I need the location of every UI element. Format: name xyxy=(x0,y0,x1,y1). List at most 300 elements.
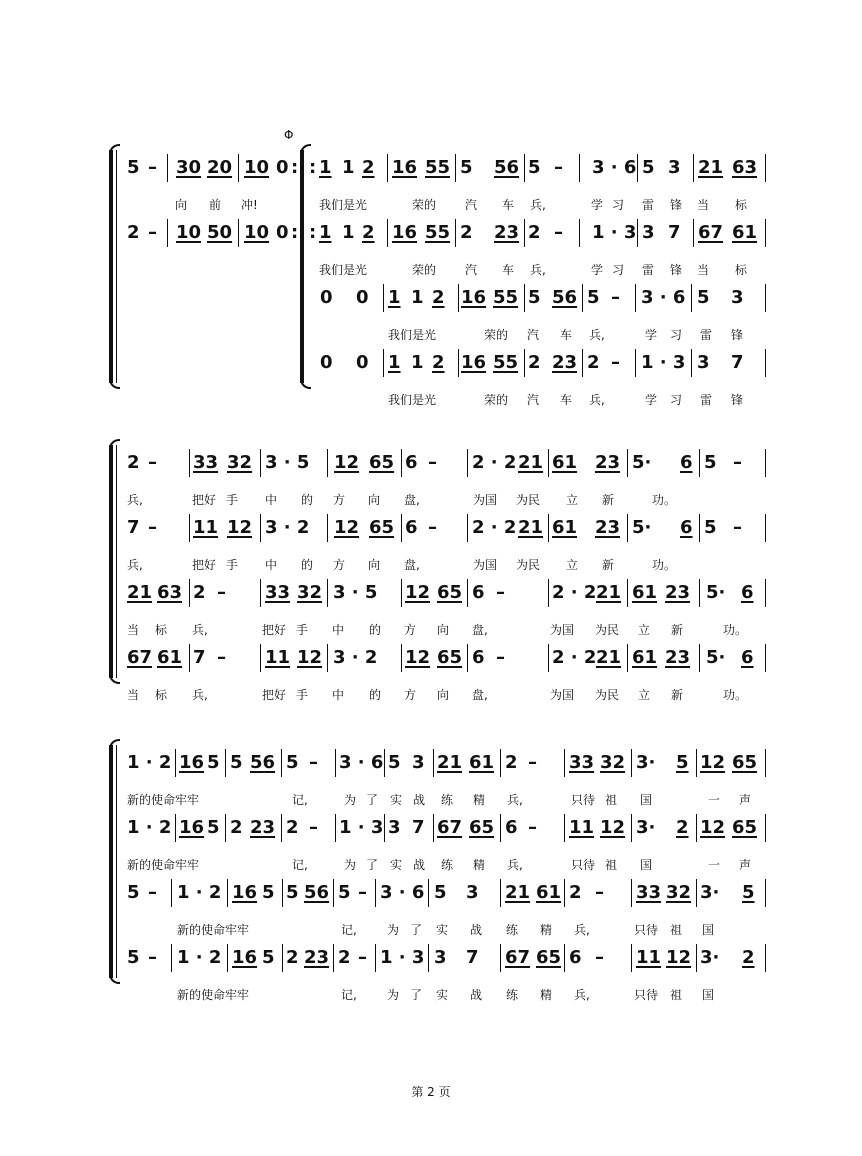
note-token: – xyxy=(309,817,318,838)
note-token: 3· xyxy=(700,947,720,968)
note-token: 1 · 2 xyxy=(177,947,222,968)
barline xyxy=(167,219,168,247)
lyric-line xyxy=(0,792,862,810)
lyric-syllable: 荣的 xyxy=(484,328,509,342)
lyric-syllable: 兵, xyxy=(127,493,143,507)
note-token: 20 xyxy=(207,157,233,178)
lyric-syllable: 为国 xyxy=(473,493,498,507)
note-token: 2 xyxy=(569,882,582,903)
note-token: – xyxy=(148,882,157,903)
lyric-syllable: 声 xyxy=(739,793,752,807)
notation-line xyxy=(0,221,862,247)
lyric-syllable: 只待 xyxy=(634,923,659,937)
page-number: 第 2 页 xyxy=(411,1085,451,1099)
barline xyxy=(428,879,429,907)
lyric-syllable: 为国 xyxy=(550,688,575,702)
lyric-syllable: 我们是光 xyxy=(319,198,368,212)
note-token: 5 xyxy=(528,157,541,178)
note-token: 23 xyxy=(665,582,691,603)
barline xyxy=(765,749,766,777)
barline xyxy=(375,944,376,972)
note-token: 32 xyxy=(600,752,626,773)
lyric-syllable: 学 xyxy=(645,328,658,342)
note-token: 32 xyxy=(297,582,323,603)
lyric-syllable: 记, xyxy=(292,858,308,872)
barline xyxy=(467,644,468,672)
repeat-sign: : xyxy=(309,157,317,178)
barline xyxy=(189,579,190,607)
note-token: 5 xyxy=(460,157,473,178)
note-token: 61 xyxy=(632,647,658,668)
note-token: 5 xyxy=(127,157,140,178)
barline xyxy=(765,219,766,247)
note-token: – xyxy=(611,287,620,308)
note-token: 0 xyxy=(320,352,333,373)
lyric-syllable: 盘, xyxy=(404,493,420,507)
lyric-line xyxy=(0,197,862,215)
notation-line xyxy=(0,351,862,377)
lyric-syllable: 中 xyxy=(265,558,278,572)
barline xyxy=(384,749,385,777)
note-token: 1 xyxy=(388,287,401,308)
lyric-line xyxy=(0,857,862,875)
note-token: 21 xyxy=(698,157,724,178)
note-token: 23 xyxy=(595,517,621,538)
barline xyxy=(765,579,766,607)
note-token: 3 · 6 xyxy=(592,157,637,178)
lyric-syllable: 汽 xyxy=(527,393,540,407)
lyric-syllable: 国 xyxy=(640,793,653,807)
note-token: 23 xyxy=(494,222,520,243)
lyric-syllable: 了 xyxy=(366,793,379,807)
notation-line xyxy=(0,816,862,842)
note-token: – xyxy=(554,157,563,178)
note-token: 2 · 2 xyxy=(472,452,517,473)
barline xyxy=(333,944,334,972)
note-token: 21 xyxy=(518,452,544,473)
note-token: 12 xyxy=(700,752,726,773)
lyric-syllable: 精 xyxy=(540,988,553,1002)
lyric-syllable: 习 xyxy=(670,393,683,407)
lyric-syllable: 我们是光 xyxy=(388,393,437,407)
note-token: 1 xyxy=(342,157,355,178)
lyric-syllable: 向 xyxy=(437,623,450,637)
note-token: 21 xyxy=(518,517,544,538)
barline xyxy=(401,579,402,607)
barline xyxy=(691,349,692,377)
barline xyxy=(693,219,694,247)
notation-line xyxy=(0,881,862,907)
note-token: 21 xyxy=(596,582,622,603)
lyric-syllable: 新的使命牢牢 xyxy=(177,988,250,1002)
barline xyxy=(467,579,468,607)
note-token: 55 xyxy=(493,352,519,373)
note-token: 55 xyxy=(425,157,451,178)
note-token: 2 xyxy=(587,352,600,373)
barline xyxy=(699,644,700,672)
note-token: 2 xyxy=(193,582,206,603)
note-token: 11 xyxy=(193,517,219,538)
barline xyxy=(327,644,328,672)
notation-line xyxy=(0,581,862,607)
note-token: 5 xyxy=(528,287,541,308)
note-token: 3 · 5 xyxy=(333,582,378,603)
note-token: 5 xyxy=(207,817,220,838)
lyric-syllable: 为 xyxy=(344,858,357,872)
barline xyxy=(167,154,168,182)
note-token: 5· xyxy=(632,452,652,473)
barline xyxy=(699,449,700,477)
note-token: 5 xyxy=(207,752,220,773)
lyric-syllable: 祖 xyxy=(670,988,683,1002)
lyric-syllable: 冲! xyxy=(241,198,258,212)
lyric-syllable: 国 xyxy=(640,858,653,872)
barline xyxy=(765,284,766,312)
lyric-syllable: 立 xyxy=(638,688,651,702)
note-token: 32 xyxy=(666,882,692,903)
barline xyxy=(500,749,501,777)
note-token: 6 xyxy=(472,582,485,603)
notation-line xyxy=(0,516,862,542)
note-token: 16 xyxy=(392,222,418,243)
lyric-syllable: 雷 xyxy=(642,263,655,277)
note-token: 2 xyxy=(460,222,473,243)
barline xyxy=(524,284,525,312)
note-token: 1 · 3 xyxy=(641,352,686,373)
barline xyxy=(260,579,261,607)
lyric-syllable: 方 xyxy=(404,688,417,702)
note-token: 56 xyxy=(304,882,330,903)
note-token: – xyxy=(217,647,226,668)
barline xyxy=(281,749,282,777)
barline xyxy=(428,944,429,972)
lyric-syllable: 把好 xyxy=(192,558,217,572)
lyric-line xyxy=(0,327,862,345)
note-token: 16 xyxy=(179,752,205,773)
lyric-syllable: 当 xyxy=(697,263,710,277)
note-token: 7 xyxy=(193,647,206,668)
barline xyxy=(564,814,565,842)
lyric-syllable: 记, xyxy=(292,793,308,807)
barline xyxy=(387,154,388,182)
note-token: 5 xyxy=(286,752,299,773)
note-token: 0 xyxy=(356,352,369,373)
note-token: 2 xyxy=(742,947,755,968)
note-token: 1 xyxy=(388,352,401,373)
note-token: 7 xyxy=(412,817,425,838)
lyric-syllable: 中 xyxy=(332,688,345,702)
lyric-syllable: 练 xyxy=(506,923,519,937)
barline xyxy=(383,349,384,377)
note-token: 3 · 6 xyxy=(641,287,686,308)
note-token: 67 xyxy=(505,947,531,968)
note-token: 6 xyxy=(405,452,418,473)
barline xyxy=(696,749,697,777)
lyric-syllable: 祖 xyxy=(605,793,618,807)
lyric-line xyxy=(0,492,862,510)
lyric-syllable: 的 xyxy=(301,558,314,572)
note-token: 61 xyxy=(632,582,658,603)
lyric-syllable: 标 xyxy=(155,623,168,637)
lyric-line xyxy=(0,392,862,410)
lyric-syllable: 汽 xyxy=(465,263,478,277)
barline xyxy=(455,219,456,247)
barline xyxy=(455,154,456,182)
barline xyxy=(635,349,636,377)
note-token: 65 xyxy=(469,817,495,838)
barline xyxy=(189,449,190,477)
note-token: 16 xyxy=(392,157,418,178)
note-token: 5 xyxy=(704,452,717,473)
note-token: 12 xyxy=(334,452,360,473)
barline xyxy=(627,449,628,477)
lyric-syllable: 了 xyxy=(410,988,423,1002)
note-token: 12 xyxy=(600,817,626,838)
notation-line xyxy=(0,946,862,972)
barline xyxy=(327,579,328,607)
barline xyxy=(401,644,402,672)
barline xyxy=(238,154,239,182)
note-token: 6 xyxy=(405,517,418,538)
barline xyxy=(564,879,565,907)
note-token: 10 xyxy=(176,222,202,243)
note-token: – xyxy=(496,647,505,668)
lyric-syllable: 车 xyxy=(502,263,515,277)
note-token: 6 xyxy=(472,647,485,668)
barline xyxy=(765,154,766,182)
lyric-syllable: 兵, xyxy=(127,558,143,572)
barline xyxy=(696,879,697,907)
lyric-syllable: 战 xyxy=(413,858,426,872)
lyric-syllable: 方 xyxy=(404,623,417,637)
barline xyxy=(225,814,226,842)
barline xyxy=(627,644,628,672)
note-token: – xyxy=(309,752,318,773)
lyric-syllable: 战 xyxy=(470,923,483,937)
lyric-syllable: 当 xyxy=(127,688,140,702)
note-token: 1 · 2 xyxy=(127,817,172,838)
note-token: – xyxy=(148,157,157,178)
lyric-line xyxy=(0,922,862,940)
note-token: – xyxy=(554,222,563,243)
note-token: 3 xyxy=(388,817,401,838)
lyric-syllable: 当 xyxy=(127,623,140,637)
lyric-syllable: 功。 xyxy=(652,493,677,507)
lyric-syllable: 新 xyxy=(671,623,684,637)
barline xyxy=(699,514,700,542)
barline xyxy=(765,514,766,542)
lyric-syllable: 国 xyxy=(702,988,715,1002)
note-token: 23 xyxy=(304,947,330,968)
note-token: 3 xyxy=(434,947,447,968)
barline xyxy=(467,449,468,477)
barline xyxy=(500,879,501,907)
note-token: 56 xyxy=(552,287,578,308)
lyric-syllable: 手 xyxy=(226,493,239,507)
barline xyxy=(333,879,334,907)
lyric-syllable: 的 xyxy=(301,493,314,507)
note-token: 67 xyxy=(437,817,463,838)
barline xyxy=(383,284,384,312)
note-token: 65 xyxy=(437,582,463,603)
note-token: 12 xyxy=(297,647,323,668)
lyric-syllable: 学 xyxy=(591,198,604,212)
note-token: 7 xyxy=(127,517,140,538)
note-token: 65 xyxy=(732,752,758,773)
lyric-syllable: 立 xyxy=(638,623,651,637)
lyric-syllable: 雷 xyxy=(642,198,655,212)
lyric-syllable: 新 xyxy=(671,688,684,702)
note-token: 56 xyxy=(250,752,276,773)
note-token: 23 xyxy=(595,452,621,473)
lyric-syllable: 功。 xyxy=(723,623,748,637)
note-token: – xyxy=(358,947,367,968)
barline xyxy=(765,644,766,672)
barline xyxy=(327,449,328,477)
lyric-syllable: 习 xyxy=(612,263,625,277)
barline xyxy=(699,579,700,607)
note-token: 61 xyxy=(536,882,562,903)
barline xyxy=(433,814,434,842)
barline xyxy=(635,284,636,312)
barline xyxy=(225,749,226,777)
note-token: 33 xyxy=(265,582,291,603)
lyric-syllable: 学 xyxy=(591,263,604,277)
lyric-syllable: 记, xyxy=(341,988,357,1002)
lyric-syllable: 为 xyxy=(344,793,357,807)
note-token: 1 · 3 xyxy=(592,222,637,243)
note-token: 3· xyxy=(636,752,656,773)
note-token: 11 xyxy=(265,647,291,668)
lyric-syllable: 为民 xyxy=(516,493,541,507)
lyric-syllable: 标 xyxy=(735,263,748,277)
lyric-syllable: 实 xyxy=(390,858,403,872)
note-token: 3 xyxy=(466,882,479,903)
lyric-syllable: 雷 xyxy=(700,328,713,342)
lyric-syllable: 汽 xyxy=(527,328,540,342)
note-token: 23 xyxy=(250,817,276,838)
barline xyxy=(260,514,261,542)
lyric-syllable: 把好 xyxy=(262,688,287,702)
lyric-syllable: 锋 xyxy=(670,263,683,277)
lyric-syllable: 向 xyxy=(368,493,381,507)
barline xyxy=(387,219,388,247)
lyric-syllable: 盘, xyxy=(472,688,488,702)
note-token: – xyxy=(595,882,604,903)
note-token: 1 xyxy=(319,222,332,243)
lyric-syllable: 记, xyxy=(341,923,357,937)
barline xyxy=(627,579,628,607)
note-token: 65 xyxy=(437,647,463,668)
barline xyxy=(524,154,525,182)
barline xyxy=(401,449,402,477)
lyric-syllable: 精 xyxy=(473,858,486,872)
lyric-syllable: 兵, xyxy=(507,793,523,807)
note-token: 21 xyxy=(505,882,531,903)
note-token: 61 xyxy=(157,647,183,668)
lyric-syllable: 练 xyxy=(441,858,454,872)
barline xyxy=(579,154,580,182)
lyric-syllable: 雷 xyxy=(700,393,713,407)
note-token: 6 xyxy=(505,817,518,838)
lyric-syllable: 盘, xyxy=(404,558,420,572)
barline xyxy=(282,944,283,972)
note-token: 65 xyxy=(732,817,758,838)
note-token: 3 · 6 xyxy=(339,752,384,773)
lyric-syllable: 了 xyxy=(410,923,423,937)
repeat-sign: : xyxy=(291,222,299,243)
note-token: 5 xyxy=(742,882,755,903)
note-token: 3 · 6 xyxy=(380,882,425,903)
note-token: 2 xyxy=(127,452,140,473)
note-token: 5· xyxy=(632,517,652,538)
lyric-syllable: 中 xyxy=(265,493,278,507)
lyric-syllable: 只待 xyxy=(571,858,596,872)
note-token: 6 xyxy=(569,947,582,968)
note-token: 1 xyxy=(411,352,424,373)
lyric-syllable: 兵, xyxy=(530,198,546,212)
note-token: 16 xyxy=(461,287,487,308)
notation-line xyxy=(0,286,862,312)
note-token: 33 xyxy=(569,752,595,773)
note-token: 5 xyxy=(338,882,351,903)
note-token: – xyxy=(528,817,537,838)
note-token: 0 xyxy=(356,287,369,308)
note-token: 65 xyxy=(369,517,395,538)
note-token: 32 xyxy=(227,452,253,473)
note-token: 5 xyxy=(434,882,447,903)
lyric-syllable: 车 xyxy=(502,198,515,212)
note-token: – xyxy=(148,222,157,243)
lyric-syllable: 兵, xyxy=(192,623,208,637)
lyric-line xyxy=(0,262,862,280)
lyric-syllable: 立 xyxy=(566,493,579,507)
coda-mark: Φ xyxy=(284,128,294,142)
note-token: 61 xyxy=(552,517,578,538)
note-token: 7 xyxy=(668,222,681,243)
lyric-syllable: 了 xyxy=(366,858,379,872)
barline xyxy=(579,219,580,247)
note-token: – xyxy=(428,517,437,538)
lyric-syllable: 国 xyxy=(702,923,715,937)
lyric-syllable: 兵, xyxy=(192,688,208,702)
note-token: 63 xyxy=(732,157,758,178)
note-token: 56 xyxy=(494,157,520,178)
barline xyxy=(548,514,549,542)
lyric-syllable: 祖 xyxy=(670,923,683,937)
barline xyxy=(260,644,261,672)
lyric-syllable: 荣的 xyxy=(412,198,437,212)
note-token: 16 xyxy=(232,947,258,968)
note-token: 5 xyxy=(704,517,717,538)
note-token: 2 xyxy=(676,817,689,838)
lyric-syllable: 习 xyxy=(612,198,625,212)
barline xyxy=(631,814,632,842)
note-token: 12 xyxy=(666,947,692,968)
lyric-syllable: 兵, xyxy=(530,263,546,277)
lyric-syllable: 把好 xyxy=(262,623,287,637)
note-token: 2 xyxy=(505,752,518,773)
note-token: – xyxy=(148,517,157,538)
barline xyxy=(548,579,549,607)
barline xyxy=(227,944,228,972)
barline xyxy=(467,514,468,542)
lyric-line xyxy=(0,987,862,1005)
barline xyxy=(458,349,459,377)
lyric-syllable: 兵, xyxy=(589,328,605,342)
note-token: 2 · 2 xyxy=(472,517,517,538)
barline xyxy=(375,879,376,907)
